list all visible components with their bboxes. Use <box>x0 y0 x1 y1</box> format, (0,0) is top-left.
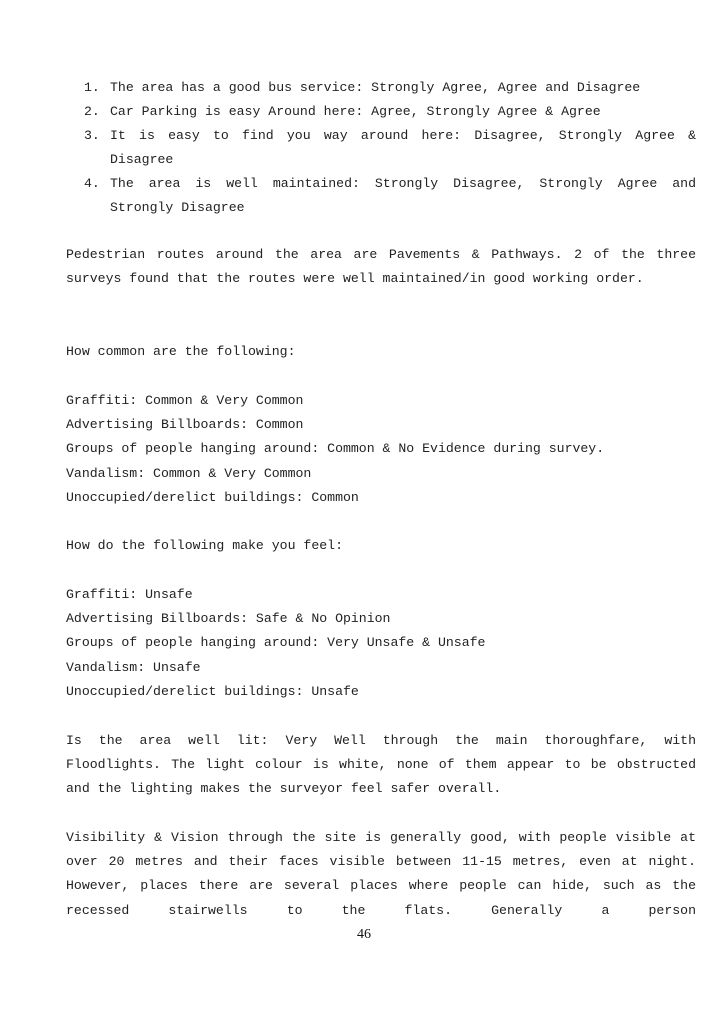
common-item: Unoccupied/derelict buildings: Common <box>66 489 359 505</box>
list-item <box>84 100 696 124</box>
list-item-text: Car Parking is easy Around here: Agree, Strongly Agree & Agree <box>110 104 601 119</box>
list-item-number: 2. <box>84 104 100 119</box>
feel-item: Vandalism: Unsafe <box>66 659 201 675</box>
list-item-text: The area has a good bus service: Strongly Agree, Agree and Disagree <box>110 80 641 95</box>
list-item-number: 3. <box>84 128 100 143</box>
pedestrian-routes-paragraph: Pedestrian routes around the area are Pavements & Pathways. 2 of the three surveys found that the routes were well maintained/in good working order. <box>66 247 696 287</box>
common-item: Graffiti: Common & Very Common <box>66 393 304 408</box>
list-item <box>84 124 696 172</box>
common-items-list <box>66 389 696 510</box>
list-item-number: 4. <box>84 176 100 191</box>
common-item: Vandalism: Common & Very Common <box>66 465 312 481</box>
feel-item: Unoccupied/derelict buildings: Unsafe <box>66 683 359 699</box>
feel-item: Graffiti: Unsafe <box>66 587 193 602</box>
list-item-text: The area is well maintained: Strongly Disagree, Strongly Agree and Strongly Disagree <box>110 176 696 215</box>
feel-items-list <box>66 583 696 704</box>
common-item: Advertising Billboards: Common <box>66 417 304 433</box>
survey-response-list <box>84 76 696 220</box>
feel-item: Advertising Billboards: Safe & No Opinion <box>66 611 391 627</box>
common-item: Groups of people hanging around: Common & No Evidence during survey. <box>66 441 605 457</box>
lighting-paragraph: Is the area well lit: Very Well through the main thoroughfare, with Floodlights. The light colour is white, none of them appear to be obstructed and the lighting makes the surveyor feel safer overall. <box>66 733 696 797</box>
common-heading: How common are the following: <box>66 344 296 359</box>
list-item-text: It is easy to find you way around here: Disagree, Strongly Agree & Disagree <box>110 128 696 167</box>
list-item <box>84 172 696 220</box>
feel-heading: How do the following make you feel: <box>66 538 343 553</box>
list-item <box>84 76 696 100</box>
page-number: 46 <box>357 927 371 942</box>
list-item-number: 1. <box>84 80 100 95</box>
feel-item: Groups of people hanging around: Very Unsafe & Unsafe <box>66 635 486 651</box>
visibility-paragraph: Visibility & Vision through the site is generally good, with people visible at over 20 metres and their faces visible between 11-15 metres, even at night. However, places there are several places where people can hide, such as the recessed stairwells to the flats. Generally a person <box>66 830 696 918</box>
